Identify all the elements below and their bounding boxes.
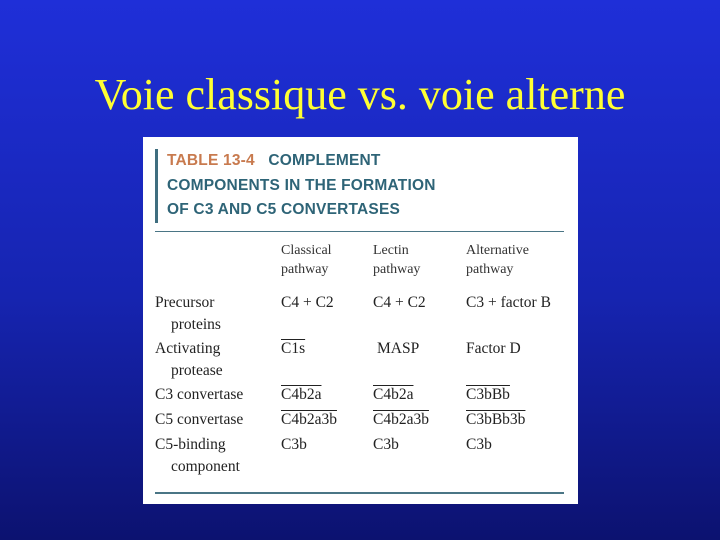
table-cell: C3 + factor B bbox=[466, 294, 551, 311]
column-header-alternative: Alternative pathway bbox=[466, 243, 529, 277]
table-cell: C1s bbox=[281, 340, 306, 357]
caption-line-1: COMPLEMENT bbox=[268, 152, 381, 169]
table-caption bbox=[155, 149, 436, 223]
table-top-rule bbox=[155, 231, 564, 232]
table-cell: C4b2a bbox=[373, 386, 414, 403]
table-cell: C3b bbox=[373, 436, 399, 453]
column-header-classical: Classical pathway bbox=[281, 243, 332, 277]
row-label-c5-convertase: C5 convertase bbox=[155, 411, 244, 428]
table-cell: Factor D bbox=[466, 340, 521, 357]
table-cell: C4b2a3b bbox=[281, 411, 337, 428]
table-cell: C3bBb3b bbox=[466, 411, 526, 428]
caption-line-3: OF C3 AND C5 CONVERTASES bbox=[167, 201, 401, 218]
column-header-lectin: Lectin pathway bbox=[373, 243, 421, 277]
slide-title: Voie classique vs. voie alterne bbox=[94, 70, 626, 119]
table-cell: C4b2a bbox=[281, 386, 322, 403]
caption-line-2: COMPONENTS IN THE FORMATION bbox=[167, 176, 436, 194]
table-cell: C3b bbox=[466, 436, 492, 453]
table-bottom-rule bbox=[155, 492, 564, 494]
table-cell: C3bBb bbox=[466, 386, 510, 403]
table-cell: C4 + C2 bbox=[281, 294, 334, 311]
row-label-c3-convertase: C3 convertase bbox=[155, 386, 244, 403]
table-cell: C3b bbox=[281, 436, 307, 453]
row-label-activating: Activating protease bbox=[155, 340, 223, 379]
row-label-c5-binding: C5-binding component bbox=[155, 436, 240, 475]
table-cell: MASP bbox=[377, 340, 420, 357]
table-number: TABLE 13-4 bbox=[167, 152, 255, 169]
table-image bbox=[143, 137, 578, 504]
row-label-precursor: Precursor proteins bbox=[155, 294, 221, 333]
table-cell: C4 + C2 bbox=[373, 294, 426, 311]
table-cell: C4b2a3b bbox=[373, 411, 429, 428]
